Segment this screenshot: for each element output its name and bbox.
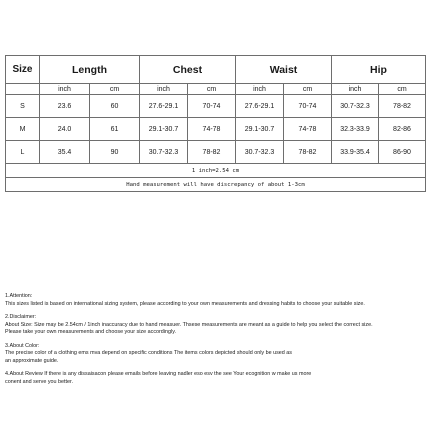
- size-label: M: [6, 118, 40, 141]
- length-header: Length: [40, 56, 140, 84]
- chest-header: Chest: [140, 56, 236, 84]
- hip-cm-cell: 82-86: [379, 118, 426, 141]
- size-label: S: [6, 95, 40, 118]
- measurement-note: Hand measurement will have discrepancy of about 1-3cm: [6, 178, 426, 192]
- size-label: L: [6, 141, 40, 164]
- waist-header: Waist: [236, 56, 332, 84]
- chest-inch-cell: 30.7-32.3: [140, 141, 188, 164]
- note-text: Please take your own measurements and choose your size accordingly.: [5, 329, 176, 335]
- waist-inch-cell: 30.7-32.3: [236, 141, 284, 164]
- note-text: 4.About Review If there is any dissaisacon please emails before leaving nadler eso esv the see Your ecognition w make us more: [5, 371, 312, 377]
- size-row-m: [6, 118, 426, 141]
- header-row: [6, 56, 426, 84]
- note-text: conent and serve you better.: [5, 378, 74, 385]
- length-cm-cell: 61: [90, 118, 140, 141]
- chest-cm-cell: 70-74: [188, 95, 236, 118]
- hip-inch-cell: 33.9-35.4: [332, 141, 379, 164]
- chest-inch-cell: 29.1-30.7: [140, 118, 188, 141]
- unit-cell-inch: inch: [236, 84, 284, 95]
- length-inch-cell: 23.6: [40, 95, 90, 118]
- review-note: [5, 371, 427, 386]
- hip-inch-cell: 32.3-33.9: [332, 118, 379, 141]
- size-chart-table: [5, 55, 426, 192]
- waist-inch-cell: 29.1-30.7: [236, 118, 284, 141]
- unit-cell-inch: inch: [332, 84, 379, 95]
- unit-cell-cm: cm: [90, 84, 140, 95]
- unit-blank-cell: [6, 84, 40, 95]
- size-header: Size: [6, 56, 40, 84]
- chest-inch-cell: 27.6-29.1: [140, 95, 188, 118]
- unit-cell-cm: cm: [284, 84, 332, 95]
- notes-section: [5, 293, 427, 392]
- note-heading: 3.About Color:: [5, 342, 40, 349]
- length-inch-cell: 24.0: [40, 118, 90, 141]
- attention-note: [5, 293, 427, 308]
- note-heading: 2.Disclaimer:: [5, 314, 37, 320]
- color-note: [5, 343, 427, 366]
- hip-cm-cell: 86-90: [379, 141, 426, 164]
- waist-cm-cell: 78-82: [284, 141, 332, 164]
- disclaimer-note: [5, 314, 427, 337]
- hip-inch-cell: 30.7-32.3: [332, 95, 379, 118]
- waist-inch-cell: 27.6-29.1: [236, 95, 284, 118]
- length-inch-cell: 35.4: [40, 141, 90, 164]
- length-cm-cell: 60: [90, 95, 140, 118]
- hip-header: Hip: [332, 56, 426, 84]
- note-text: an approximate guide.: [5, 357, 59, 364]
- note-text: The precise color of a clothing ems mva depend on specific conditions The items colors depicted should only be used as: [5, 350, 292, 356]
- size-row-l: [6, 141, 426, 164]
- note-text: About Size: Size may be 2.54cm / 1inch inaccuracy due to hand measuer. Thsese measurements are meant as a guide to help you select the correct size.: [5, 321, 373, 328]
- unit-cell-cm: cm: [379, 84, 426, 95]
- conversion-note: 1 inch=2.54 cm: [6, 164, 426, 178]
- unit-cell-cm: cm: [188, 84, 236, 95]
- note-heading: 1.Attention:: [5, 293, 33, 299]
- unit-cell-inch: inch: [40, 84, 90, 95]
- measurement-row: [6, 178, 426, 192]
- waist-cm-cell: 74-78: [284, 118, 332, 141]
- chest-cm-cell: 74-78: [188, 118, 236, 141]
- chest-cm-cell: 78-82: [188, 141, 236, 164]
- unit-cell-inch: inch: [140, 84, 188, 95]
- conversion-row: [6, 164, 426, 178]
- size-row-s: [6, 95, 426, 118]
- note-text: This sizes listed is based on international sizing system, please according to your own measurements and dressing habits to choose your suitable size.: [5, 300, 365, 307]
- waist-cm-cell: 70-74: [284, 95, 332, 118]
- unit-row: [6, 84, 426, 95]
- length-cm-cell: 90: [90, 141, 140, 164]
- hip-cm-cell: 78-82: [379, 95, 426, 118]
